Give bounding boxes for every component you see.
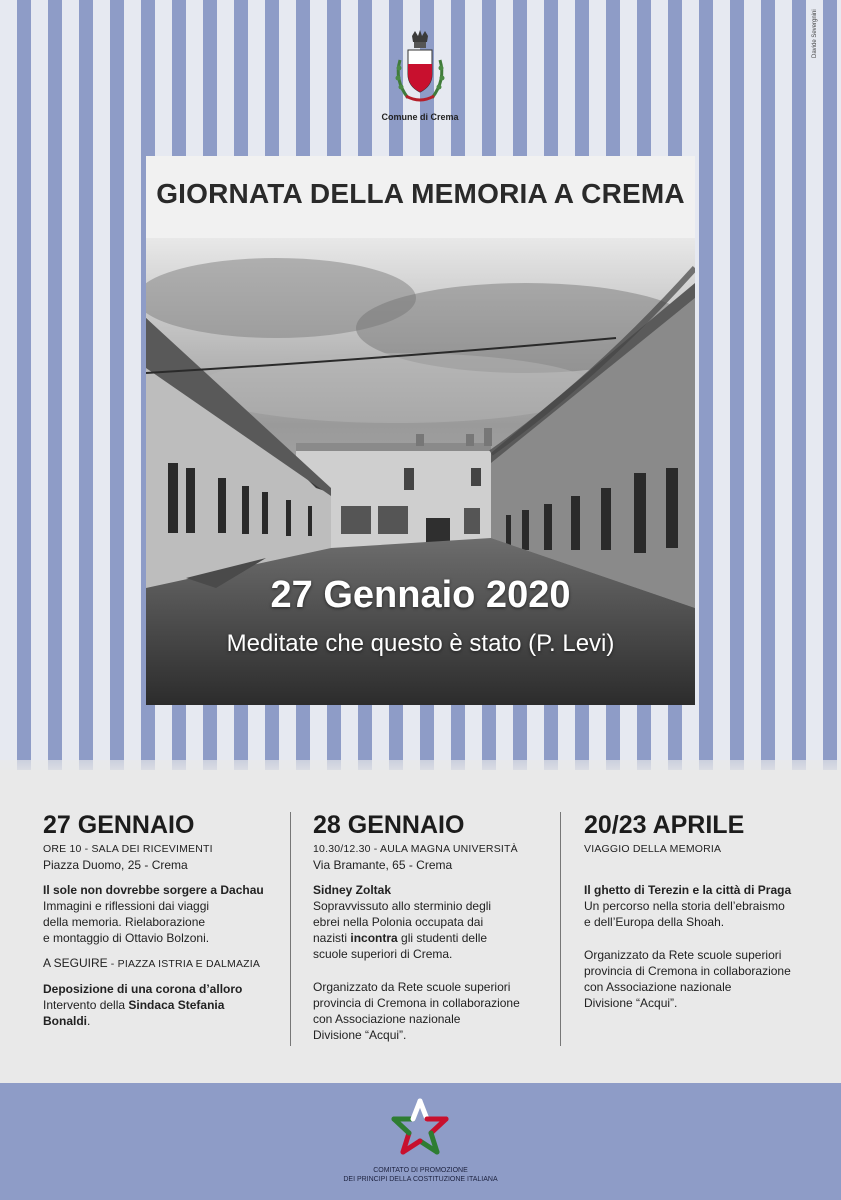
stripes-fade (0, 760, 841, 780)
committee-name (300, 1166, 541, 1184)
event-desc-line (313, 930, 548, 946)
event-desc-line: e montaggio di Ottavio Bolzoni. (43, 931, 210, 945)
event-subtitle: VIAGGIO DELLA MEMORIA (584, 843, 722, 855)
event-column-apr-20-23 (584, 812, 819, 1011)
event-desc-line: della memoria. Rielaborazione (43, 915, 206, 929)
crema-coat-of-arms (376, 30, 464, 122)
organizer-line: provincia di Cremona in collaborazione (584, 964, 791, 978)
event-address: Via Bramante, 65 - Crema (313, 858, 453, 872)
mayor-name: Sindaca Stefania Bonaldi (43, 998, 225, 1028)
levi-quote: Meditate che questo è stato (P. Levi) (226, 630, 615, 657)
star-logo-icon (391, 1097, 449, 1157)
follow-up-desc (43, 997, 275, 1029)
event-title: Il ghetto di Terezin e la città di Praga (584, 883, 792, 897)
event-date: 20/23 APRILE (584, 811, 745, 839)
poster-title: GIORNATA DELLA MEMORIA A CREMA (156, 178, 685, 209)
event-desc-line: Un percorso nella storia dell’ebraismo (584, 899, 785, 913)
organizer-line: Divisione “Acqui”. (313, 1028, 407, 1042)
event-desc-line: ebrei nella Polonia occupata dai (313, 915, 484, 929)
event-desc-line: scuole superiori di Crema. (313, 947, 453, 961)
event-column-jan-28 (313, 812, 548, 1043)
column-divider (560, 812, 561, 1046)
committee-name-line: DEI PRINCIPI DELLA COSTITUZIONE ITALIANA (343, 1176, 498, 1183)
event-title: Il sole non dovrebbe sorgere a Dachau (43, 883, 264, 897)
committee-name-line: COMITATO DI PROMOZIONE (373, 1167, 468, 1174)
event-title: Sidney Zoltak (313, 883, 392, 897)
crest-label: Comune di Crema (381, 112, 459, 122)
event-date: 28 GENNAIO (313, 811, 465, 839)
organizer-line: con Associazione nazionale (584, 980, 732, 994)
event-address: Piazza Duomo, 25 - Crema (43, 858, 188, 872)
desc-text-end: gli studenti delle (397, 931, 488, 945)
photo-credit: Davide Severgnini (812, 9, 818, 58)
event-desc-line: e dell’Europa della Shoah. (584, 915, 725, 929)
event-column-jan-27 (43, 812, 275, 1029)
organizer-line: con Associazione nazionale (313, 1012, 461, 1026)
follow-up-title: Deposizione di una corona d’alloro (43, 982, 243, 996)
event-date: 27 GENNAIO (43, 811, 195, 839)
organizer-line: Divisione “Acqui”. (584, 996, 678, 1010)
follow-up-label: A SEGUIRE (43, 956, 108, 970)
committee-star-logo (391, 1097, 449, 1162)
desc-bold: incontra (350, 931, 398, 945)
event-time-place: 10.30/12.30 - AULA MAGNA UNIVERSITÀ (313, 843, 518, 855)
event-desc-line: Immagini e riflessioni dai viaggi (43, 899, 210, 913)
organizer-line: provincia di Cremona in collaborazione (313, 996, 520, 1010)
coat-of-arms-icon (390, 30, 450, 110)
desc-text: nazisti (313, 931, 351, 945)
follow-up-desc-end: . (87, 1014, 91, 1028)
event-desc-line: Sopravvissuto allo sterminio degli (313, 899, 492, 913)
event-time-place: ORE 10 - SALA DEI RICEVIMENTI (43, 843, 213, 855)
title-panel (146, 156, 695, 240)
follow-up-desc-text: Intervento della (43, 998, 129, 1012)
organizer-line: Organizzato da Rete scuole superiori (313, 980, 511, 994)
event-date-headline: 27 Gennaio 2020 (270, 574, 571, 616)
follow-up-line (43, 955, 275, 972)
column-divider (290, 812, 291, 1046)
follow-up-place: - PIAZZA ISTRIA E DALMAZIA (107, 958, 261, 970)
organizer-line: Organizzato da Rete scuole superiori (584, 948, 782, 962)
